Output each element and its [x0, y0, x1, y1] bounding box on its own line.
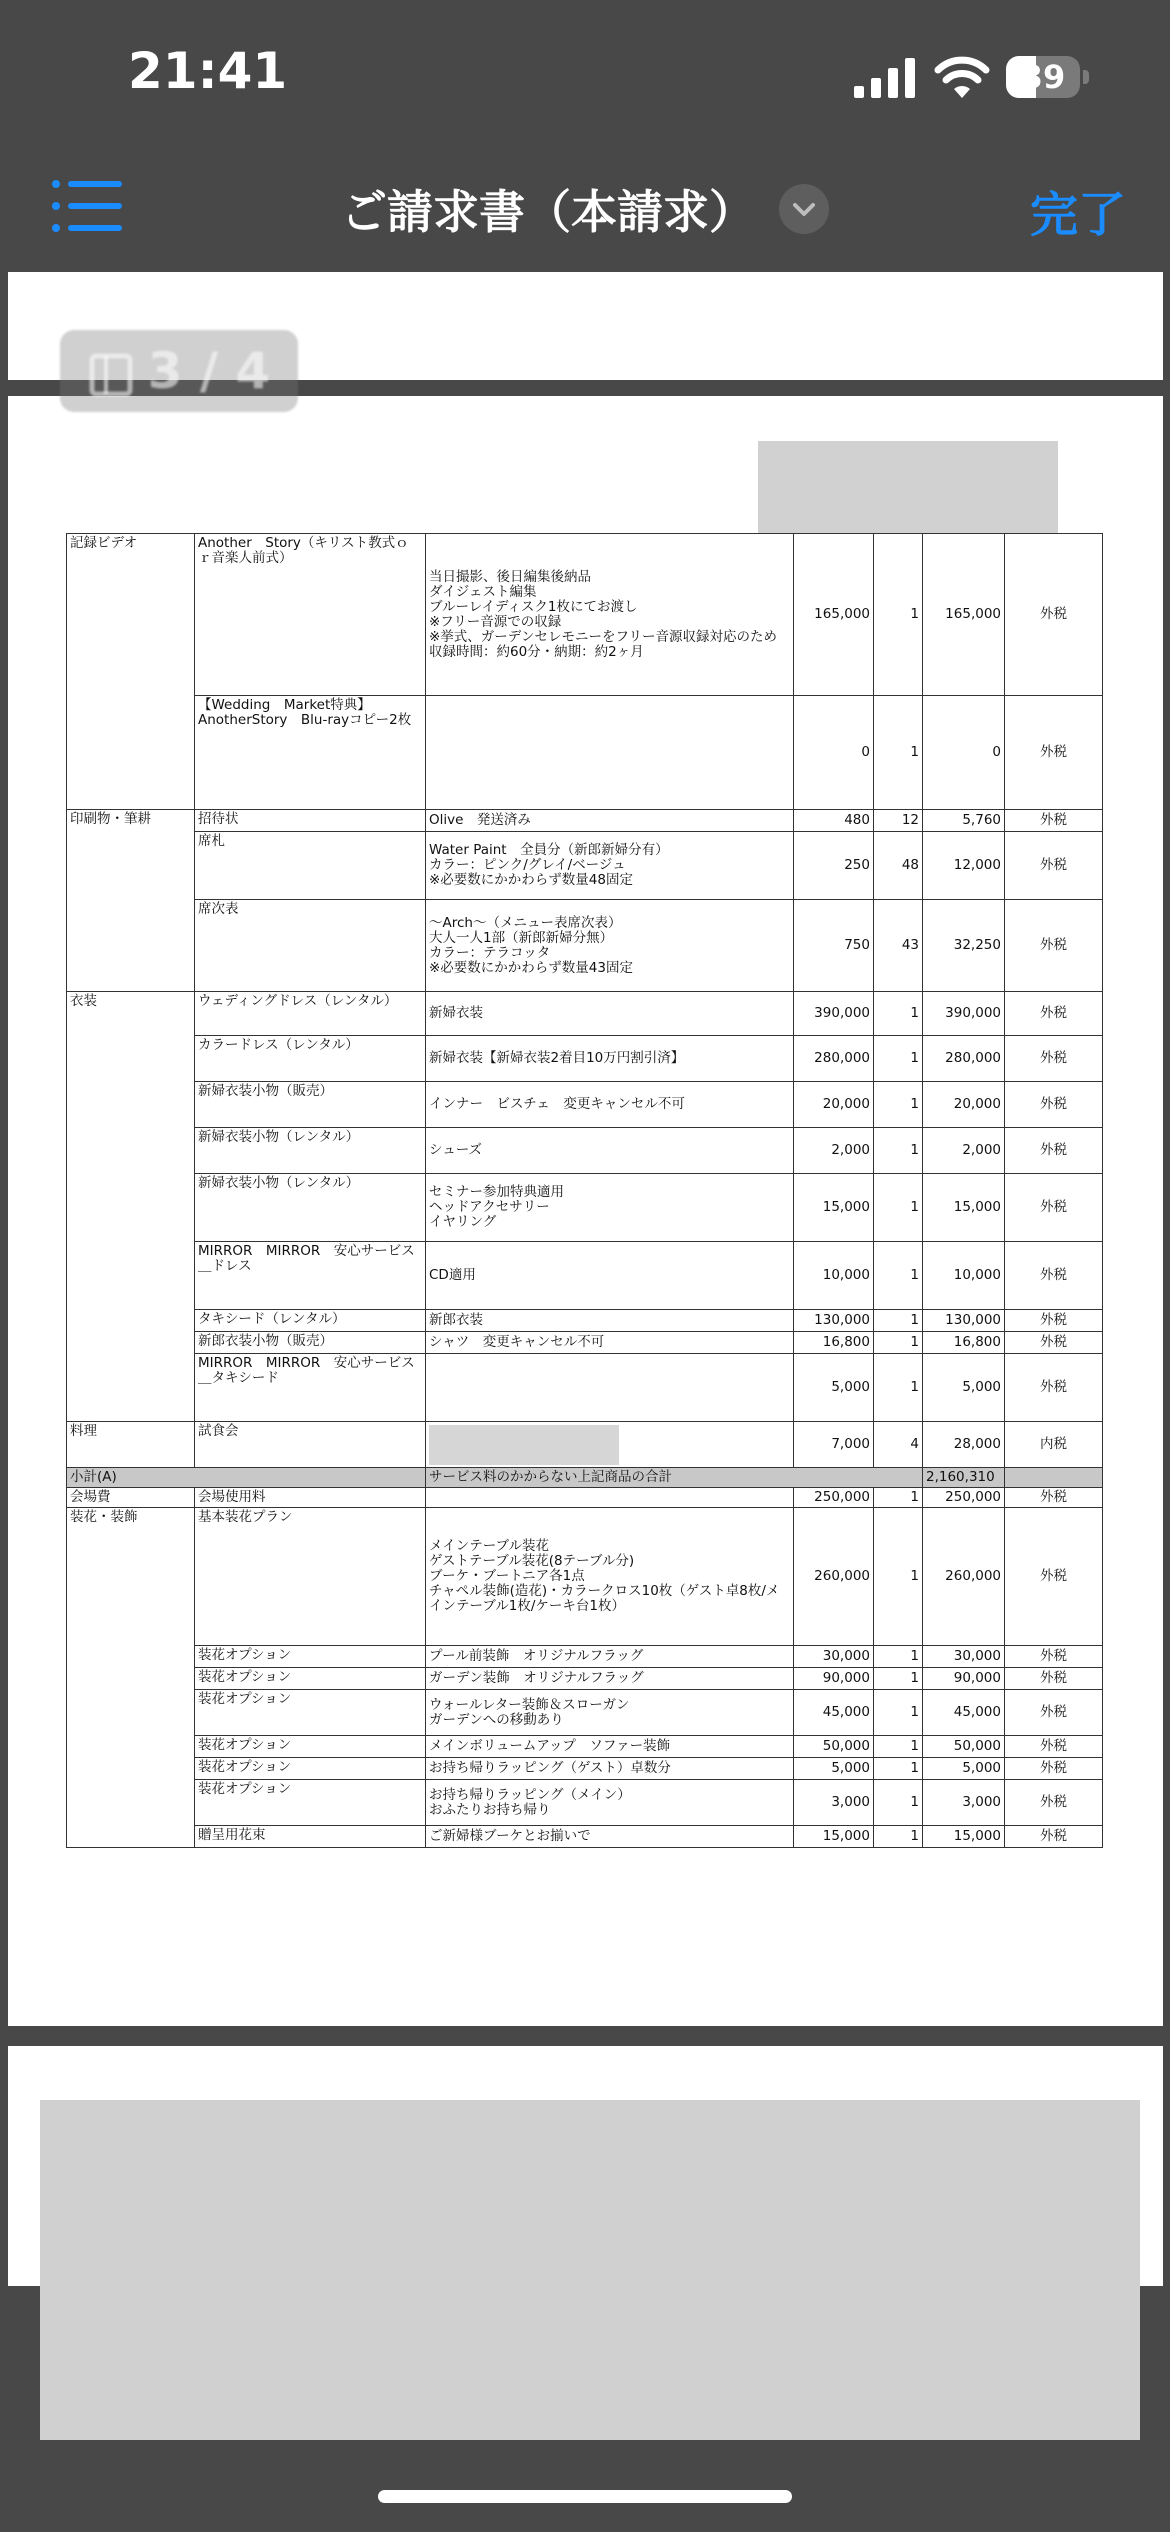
amount-cell: 15,000: [923, 1826, 1005, 1848]
table-row: [67, 1422, 1103, 1468]
unit-price-cell: 16,800: [794, 1332, 874, 1354]
tax-type-cell: 外税: [1005, 1780, 1103, 1826]
tax-type-cell: 外税: [1005, 1826, 1103, 1848]
unit-price-cell: 50,000: [794, 1736, 874, 1758]
tax-type-cell: 外税: [1005, 992, 1103, 1036]
wifi-icon: [934, 54, 990, 100]
amount-cell: 2,000: [923, 1128, 1005, 1174]
description-cell: [426, 1422, 794, 1468]
amount-cell: 50,000: [923, 1736, 1005, 1758]
unit-price-cell: 280,000: [794, 1036, 874, 1082]
description-cell: ガーデン装飾 オリジナルフラッグ: [426, 1668, 794, 1690]
table-row: [67, 1758, 1103, 1780]
quantity-cell: 1: [874, 1332, 923, 1354]
item-cell: 新郎衣装小物（販売）: [195, 1332, 426, 1354]
tax-type-cell: 外税: [1005, 1128, 1103, 1174]
description-cell: [426, 696, 794, 810]
category-cell: 会場費: [67, 1488, 195, 1508]
document-title: ご請求書（本請求）: [341, 185, 755, 239]
amount-cell: 15,000: [923, 1174, 1005, 1242]
item-cell: 新婦衣装小物（レンタル）: [195, 1128, 426, 1174]
tax-type-cell: 外税: [1005, 1646, 1103, 1668]
amount-cell: 5,760: [923, 810, 1005, 832]
item-cell: 基本装花プラン: [195, 1508, 426, 1646]
table-row: [67, 1332, 1103, 1354]
amount-cell: 250,000: [923, 1488, 1005, 1508]
item-cell: 贈呈用花束: [195, 1826, 426, 1848]
description-cell: 新婦衣装: [426, 992, 794, 1036]
redacted-block: [40, 2100, 1140, 2440]
unit-price-cell: 20,000: [794, 1082, 874, 1128]
category-cell: 料理: [67, 1422, 195, 1468]
tax-type-cell: 外税: [1005, 1332, 1103, 1354]
item-cell: 席札: [195, 832, 426, 900]
item-cell: タキシード（レンタル）: [195, 1310, 426, 1332]
table-row: [67, 1242, 1103, 1310]
unit-price-cell: 15,000: [794, 1174, 874, 1242]
redacted-block: [429, 1425, 619, 1465]
unit-price-cell: 390,000: [794, 992, 874, 1036]
unit-price-cell: 5,000: [794, 1354, 874, 1422]
quantity-cell: 1: [874, 1736, 923, 1758]
battery-icon: [1006, 56, 1090, 100]
tax-type-cell: 外税: [1005, 1758, 1103, 1780]
amount-cell: 45,000: [923, 1690, 1005, 1736]
amount-cell: 28,000: [923, 1422, 1005, 1468]
tax-type-cell: 外税: [1005, 1668, 1103, 1690]
quantity-cell: 1: [874, 1646, 923, 1668]
quantity-cell: 1: [874, 1354, 923, 1422]
unit-price-cell: 7,000: [794, 1422, 874, 1468]
tax-type-cell: 外税: [1005, 1242, 1103, 1310]
unit-price-cell: 480: [794, 810, 874, 832]
status-time: 21:41: [128, 42, 288, 100]
document-title-area[interactable]: [0, 176, 1170, 239]
item-cell: 招待状: [195, 810, 426, 832]
quantity-cell: 1: [874, 1174, 923, 1242]
item-cell: 装花オプション: [195, 1646, 426, 1668]
amount-cell: 390,000: [923, 992, 1005, 1036]
unit-price-cell: 3,000: [794, 1780, 874, 1826]
description-cell: メインボリュームアップ ソファー装飾: [426, 1736, 794, 1758]
table-row: [67, 1036, 1103, 1082]
quantity-cell: 1: [874, 1780, 923, 1826]
item-cell: 装花オプション: [195, 1758, 426, 1780]
table-row: [67, 696, 1103, 810]
quantity-cell: 1: [874, 1826, 923, 1848]
item-cell: 装花オプション: [195, 1780, 426, 1826]
table-row: [67, 1736, 1103, 1758]
description-cell: お持ち帰りラッピング（メイン） おふたりお持ち帰り: [426, 1780, 794, 1826]
item-cell: カラードレス（レンタル）: [195, 1036, 426, 1082]
description-cell: ウォールレター装飾＆スローガン ガーデンへの移動あり: [426, 1690, 794, 1736]
item-cell: 装花オプション: [195, 1736, 426, 1758]
item-cell: MIRROR MIRROR 安心サービス＿ドレス: [195, 1242, 426, 1310]
status-bar: [0, 0, 1170, 150]
item-cell: ウェディングドレス（レンタル）: [195, 992, 426, 1036]
tax-type-cell: 外税: [1005, 1082, 1103, 1128]
tax-type-cell: 外税: [1005, 1174, 1103, 1242]
tax-type-cell: 外税: [1005, 1310, 1103, 1332]
quantity-cell: 1: [874, 1128, 923, 1174]
amount-cell: 3,000: [923, 1780, 1005, 1826]
unit-price-cell: 30,000: [794, 1646, 874, 1668]
tax-type-cell: 外税: [1005, 1036, 1103, 1082]
quantity-cell: 1: [874, 1082, 923, 1128]
table-row: [67, 900, 1103, 992]
unit-price-cell: 45,000: [794, 1690, 874, 1736]
amount-cell: 130,000: [923, 1310, 1005, 1332]
amount-cell: 16,800: [923, 1332, 1005, 1354]
unit-price-cell: 2,000: [794, 1128, 874, 1174]
description-cell: シャツ 変更キャンセル不可: [426, 1332, 794, 1354]
category-cell: 衣装: [67, 992, 195, 1422]
empty-cell: [1005, 1468, 1103, 1488]
description-cell: セミナー参加特典適用 ヘッドアクセサリー イヤリング: [426, 1174, 794, 1242]
unit-price-cell: 0: [794, 696, 874, 810]
category-cell: 小計(A): [67, 1468, 426, 1488]
description-cell: ご新婦様ブーケとお揃いで: [426, 1826, 794, 1848]
tax-type-cell: 外税: [1005, 534, 1103, 696]
table-row: [67, 1488, 1103, 1508]
table-row: [67, 992, 1103, 1036]
unit-price-cell: 90,000: [794, 1668, 874, 1690]
item-cell: 装花オプション: [195, 1690, 426, 1736]
battery-level: 39: [1020, 58, 1066, 96]
tax-type-cell: 外税: [1005, 810, 1103, 832]
amount-cell: 2,160,310: [923, 1468, 1005, 1488]
unit-price-cell: 250: [794, 832, 874, 900]
done-button[interactable]: 完了: [1029, 187, 1126, 243]
category-cell: 記録ビデオ: [67, 534, 195, 810]
tax-type-cell: 内税: [1005, 1422, 1103, 1468]
quantity-cell: 48: [874, 832, 923, 900]
description-cell: CD適用: [426, 1242, 794, 1310]
amount-cell: 0: [923, 696, 1005, 810]
table-row: [67, 1826, 1103, 1848]
item-cell: 新婦衣装小物（販売）: [195, 1082, 426, 1128]
tax-type-cell: 外税: [1005, 1508, 1103, 1646]
quantity-cell: 1: [874, 1508, 923, 1646]
description-cell: シューズ: [426, 1128, 794, 1174]
unit-price-cell: 260,000: [794, 1508, 874, 1646]
description-cell: 当日撮影、後日編集後納品 ダイジェスト編集 ブルーレイディスク1枚にてお渡し ※フリー音源での収録 ※挙式、ガーデンセレモニーをフリー音源収録対応のため 収録時間：約60分・納期：約2ヶ月: [426, 534, 794, 696]
tax-type-cell: 外税: [1005, 1354, 1103, 1422]
quantity-cell: 1: [874, 1036, 923, 1082]
quantity-cell: 4: [874, 1422, 923, 1468]
redacted-block: [758, 441, 1058, 533]
item-cell: 会場使用料: [195, 1488, 426, 1508]
unit-price-cell: 10,000: [794, 1242, 874, 1310]
table-row: [67, 1780, 1103, 1826]
description-cell: 新婦衣装【新婦衣装2着目10万円割引済】: [426, 1036, 794, 1082]
unit-price-cell: 15,000: [794, 1826, 874, 1848]
chevron-down-icon[interactable]: [779, 184, 829, 234]
quantity-cell: 1: [874, 1758, 923, 1780]
quantity-cell: 1: [874, 696, 923, 810]
amount-cell: 32,250: [923, 900, 1005, 992]
unit-price-cell: 165,000: [794, 534, 874, 696]
item-cell: Another Story（キリスト教式ｏｒ音楽人前式）: [195, 534, 426, 696]
description-cell: サービス料のかからない上記商品の合計: [426, 1468, 923, 1488]
item-cell: 【Wedding Market特典】AnotherStory Blu-rayコピー2枚: [195, 696, 426, 810]
item-cell: 席次表: [195, 900, 426, 992]
description-cell: インナー ビスチェ 変更キャンセル不可: [426, 1082, 794, 1128]
quantity-cell: 1: [874, 1690, 923, 1736]
quantity-cell: 1: [874, 1310, 923, 1332]
amount-cell: 30,000: [923, 1646, 1005, 1668]
tax-type-cell: 外税: [1005, 1736, 1103, 1758]
quantity-cell: 1: [874, 1488, 923, 1508]
amount-cell: 5,000: [923, 1758, 1005, 1780]
page-icon: [88, 352, 134, 398]
table-row: [67, 534, 1103, 696]
home-indicator[interactable]: [378, 2490, 792, 2503]
tax-type-cell: 外税: [1005, 1690, 1103, 1736]
table-row: [67, 1508, 1103, 1646]
amount-cell: 90,000: [923, 1668, 1005, 1690]
page-number: 3 / 4: [147, 342, 271, 400]
amount-cell: 10,000: [923, 1242, 1005, 1310]
tax-type-cell: 外税: [1005, 1488, 1103, 1508]
amount-cell: 5,000: [923, 1354, 1005, 1422]
table-row: [67, 1174, 1103, 1242]
description-cell: Olive 発送済み: [426, 810, 794, 832]
table-row: [67, 1646, 1103, 1668]
quantity-cell: 43: [874, 900, 923, 992]
description-cell: ～Arch～（メニュー表席次表） 大人一人1部（新郎新婦分無） カラー：テラコッタ ※必要数にかかわらず数量43固定: [426, 900, 794, 992]
table-row: [67, 1668, 1103, 1690]
table-row: [67, 810, 1103, 832]
quantity-cell: 12: [874, 810, 923, 832]
amount-cell: 280,000: [923, 1036, 1005, 1082]
tax-type-cell: 外税: [1005, 696, 1103, 810]
invoice-table: [66, 533, 1103, 1848]
description-cell: [426, 1354, 794, 1422]
unit-price-cell: 130,000: [794, 1310, 874, 1332]
description-cell: Water Paint 全員分（新郎新婦分有） カラー：ピンク/グレイ/ベージュ ※必要数にかかわらず数量48固定: [426, 832, 794, 900]
unit-price-cell: 750: [794, 900, 874, 992]
cellular-signal-icon: [854, 58, 916, 98]
amount-cell: 20,000: [923, 1082, 1005, 1128]
description-cell: メインテーブル装花 ゲストテーブル装花(8テーブル分) ブーケ・ブートニア各1点 チャペル装飾(造花)・カラークロス10枚（ゲスト卓8枚/メインテーブル1枚/ケーキ台1枚）: [426, 1508, 794, 1646]
table-row: [67, 1310, 1103, 1332]
category-cell: 装花・装飾: [67, 1508, 195, 1848]
table-row: [67, 832, 1103, 900]
quantity-cell: 1: [874, 992, 923, 1036]
description-cell: お持ち帰りラッピング（ゲスト）卓数分: [426, 1758, 794, 1780]
item-cell: MIRROR MIRROR 安心サービス＿タキシード: [195, 1354, 426, 1422]
description-cell: 新郎衣装: [426, 1310, 794, 1332]
quantity-cell: 1: [874, 1242, 923, 1310]
description-cell: プール前装飾 オリジナルフラッグ: [426, 1646, 794, 1668]
item-cell: 試食会: [195, 1422, 426, 1468]
table-row: [67, 1354, 1103, 1422]
amount-cell: 12,000: [923, 832, 1005, 900]
item-cell: 新婦衣装小物（レンタル）: [195, 1174, 426, 1242]
quantity-cell: 1: [874, 534, 923, 696]
unit-price-cell: 5,000: [794, 1758, 874, 1780]
quantity-cell: 1: [874, 1668, 923, 1690]
amount-cell: 260,000: [923, 1508, 1005, 1646]
page-indicator: [60, 330, 298, 412]
amount-cell: 165,000: [923, 534, 1005, 696]
table-row: [67, 1690, 1103, 1736]
description-cell: [426, 1488, 794, 1508]
table-row: [67, 1082, 1103, 1128]
table-row: [67, 1128, 1103, 1174]
unit-price-cell: 250,000: [794, 1488, 874, 1508]
category-cell: 印刷物・筆耕: [67, 810, 195, 992]
tax-type-cell: 外税: [1005, 900, 1103, 992]
tax-type-cell: 外税: [1005, 832, 1103, 900]
subtotal-row: [67, 1468, 1103, 1488]
item-cell: 装花オプション: [195, 1668, 426, 1690]
